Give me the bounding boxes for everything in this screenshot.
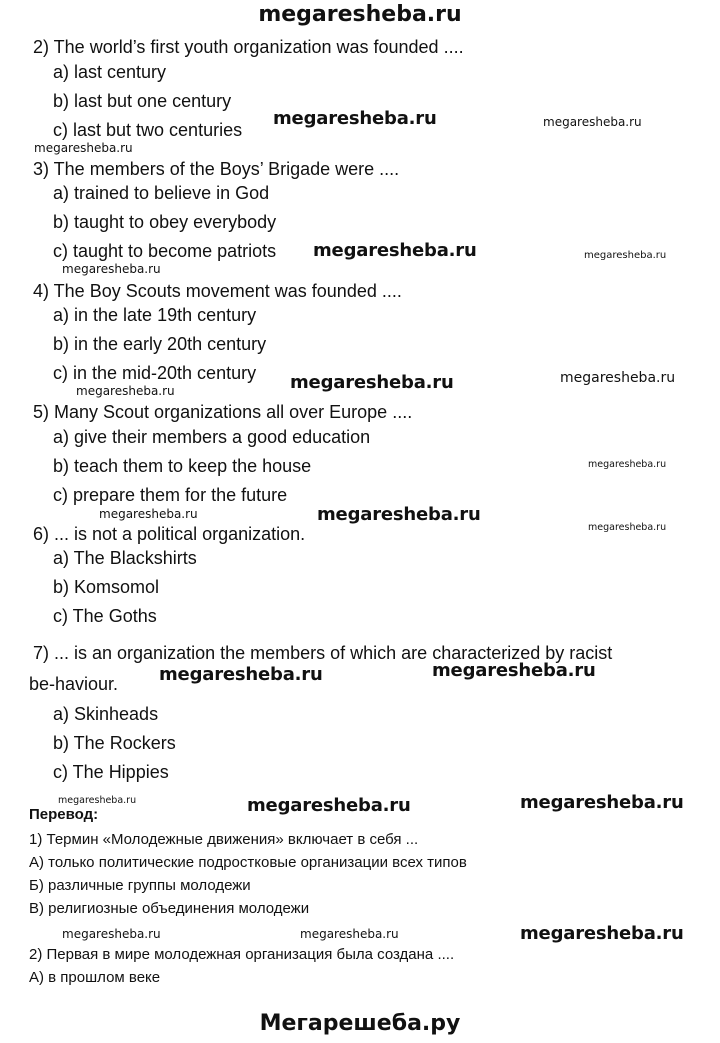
- translation-line: А) в прошлом веке: [29, 969, 161, 986]
- watermark: megaresheba.ru: [99, 507, 198, 521]
- option-a: a) give their members a good education: [53, 427, 371, 447]
- translation-line: А) только политические подростковые организации всех типов: [29, 854, 467, 871]
- watermark: megaresheba.ru: [159, 664, 323, 685]
- question-stem: 5) Many Scout organizations all over Europe ....: [33, 402, 413, 422]
- watermark: megaresheba.ru: [290, 372, 454, 393]
- watermark: megaresheba.ru: [543, 115, 642, 129]
- option-c: c) The Goths: [53, 606, 157, 626]
- translation-line: 1) Термин «Молодежные движения» включает в себя ...: [29, 831, 419, 848]
- watermark: megaresheba.ru: [34, 141, 133, 155]
- translation-line: В) религиозные объединения молодежи: [29, 900, 310, 917]
- watermark: megaresheba.ru: [58, 795, 137, 806]
- watermark: megaresheba.ru: [62, 262, 161, 276]
- question-stem-line-2: be-haviour.: [29, 674, 119, 694]
- watermark: megaresheba.ru: [247, 795, 411, 816]
- watermark: megaresheba.ru: [432, 660, 596, 681]
- watermark: megaresheba.ru: [584, 250, 667, 261]
- option-c: c) prepare them for the future: [53, 485, 288, 505]
- question-stem: 6) ... is not a political organization.: [33, 524, 306, 544]
- watermark: megaresheba.ru: [62, 927, 161, 941]
- option-a: a) Skinheads: [53, 704, 159, 724]
- option-a: a) The Blackshirts: [53, 548, 197, 568]
- option-b: b) Komsomol: [53, 577, 160, 597]
- option-b: b) taught to obey everybody: [53, 212, 277, 232]
- option-a: a) trained to believe in God: [53, 183, 270, 203]
- question-stem: 4) The Boy Scouts movement was founded ....: [33, 281, 402, 301]
- watermark: megaresheba.ru: [273, 108, 437, 129]
- translation-line: Б) различные группы молодежи: [29, 877, 251, 894]
- option-b: b) The Rockers: [53, 733, 176, 753]
- watermark: megaresheba.ru: [520, 923, 684, 944]
- watermark: megaresheba.ru: [588, 459, 667, 470]
- option-b: b) teach them to keep the house: [53, 456, 312, 476]
- translation-heading: Перевод:: [29, 806, 99, 823]
- page-header-site: megaresheba.ru: [258, 2, 462, 27]
- question-stem: 3) The members of the Boys’ Brigade were ....: [33, 159, 400, 179]
- question-stem-line-1: 7) ... is an organization the members of which are characterized by racist: [33, 643, 613, 663]
- question-stem: 2) The world’s first youth organization was founded ....: [33, 37, 464, 57]
- option-a: a) last century: [53, 62, 167, 82]
- option-a: a) in the late 19th century: [53, 305, 257, 325]
- watermark: megaresheba.ru: [313, 240, 477, 261]
- watermark: megaresheba.ru: [317, 504, 481, 525]
- option-c: c) The Hippies: [53, 762, 169, 782]
- watermark: megaresheba.ru: [588, 522, 667, 533]
- page-footer-site: Мегарешеба.ру: [259, 1011, 461, 1036]
- translation-line: 2) Первая в мире молодежная организация была создана ....: [29, 946, 455, 963]
- option-b: b) in the early 20th century: [53, 334, 267, 354]
- option-c: c) in the mid-20th century: [53, 363, 257, 383]
- option-c: c) taught to become patriots: [53, 241, 277, 261]
- watermark: megaresheba.ru: [560, 370, 676, 386]
- option-b: b) last but one century: [53, 91, 232, 111]
- watermark: megaresheba.ru: [76, 384, 175, 398]
- option-c: c) last but two centuries: [53, 120, 243, 140]
- watermark: megaresheba.ru: [300, 927, 399, 941]
- watermark: megaresheba.ru: [520, 792, 684, 813]
